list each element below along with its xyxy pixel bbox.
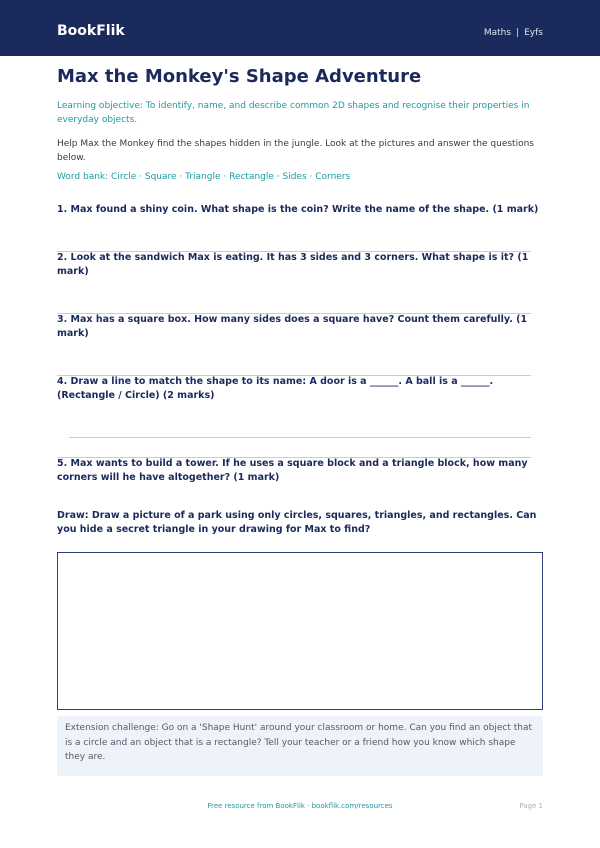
brand-logo-text[interactable]: BookFlik	[57, 23, 125, 39]
draw-task: Draw: Draw a picture of a park using only circles, squares, triangles, and rectangles. Can you hide a secret triangle in your drawing for Max to find?	[57, 510, 537, 535]
breadcrumb-separator: |	[516, 28, 520, 38]
subject-label: Maths	[483, 28, 512, 38]
page-number: Page 1	[519, 802, 543, 810]
worksheet-title: Max the Monkey's Shape Adventure	[57, 66, 422, 87]
extension-challenge: Extension challenge: Go on a 'Shape Hunt' around your classroom or home. Can you find an object that is a circle and an object that is a rectangle? Tell your teacher or a friend how you know which shape they are.	[57, 716, 543, 776]
question-4: 4. Draw a line to match the shape to its name: A door is a ______. A ball is a ______. (Rectangle / Circle) (2 marks)	[57, 376, 494, 401]
question-2: 2. Look at the sandwich Max is eating. It has 3 sides and 3 corners. What shape is it? (1 mark)	[57, 252, 529, 277]
footer-resource-link[interactable]: Free resource from BookFlik · bookflik.com/resources	[207, 802, 393, 810]
answer-line-4[interactable]	[69, 437, 531, 438]
drawing-area[interactable]	[57, 552, 543, 710]
learning-objective: Learning objective: To identify, name, and describe common 2D shapes and recognise their properties in everyday objects.	[57, 101, 530, 125]
word-bank: Word bank: Circle · Square · Triangle · Rectangle · Sides · Corners	[57, 172, 351, 182]
question-5: 5. Max wants to build a tower. If he uses a square block and a triangle block, how many corners will he have altogether? (1 mark)	[57, 458, 528, 483]
intro-text: Help Max the Monkey find the shapes hidden in the jungle. Look at the pictures and answer the questions below.	[57, 139, 534, 163]
question-3: 3. Max has a square box. How many sides does a square have? Count them carefully. (1 mark)	[57, 314, 528, 339]
page-header	[0, 0, 600, 56]
question-1: 1. Max found a shiny coin. What shape is the coin? Write the name of the shape. (1 mark)	[57, 204, 539, 215]
subject-breadcrumb	[484, 28, 543, 38]
level-label: Eyfs	[524, 28, 543, 38]
